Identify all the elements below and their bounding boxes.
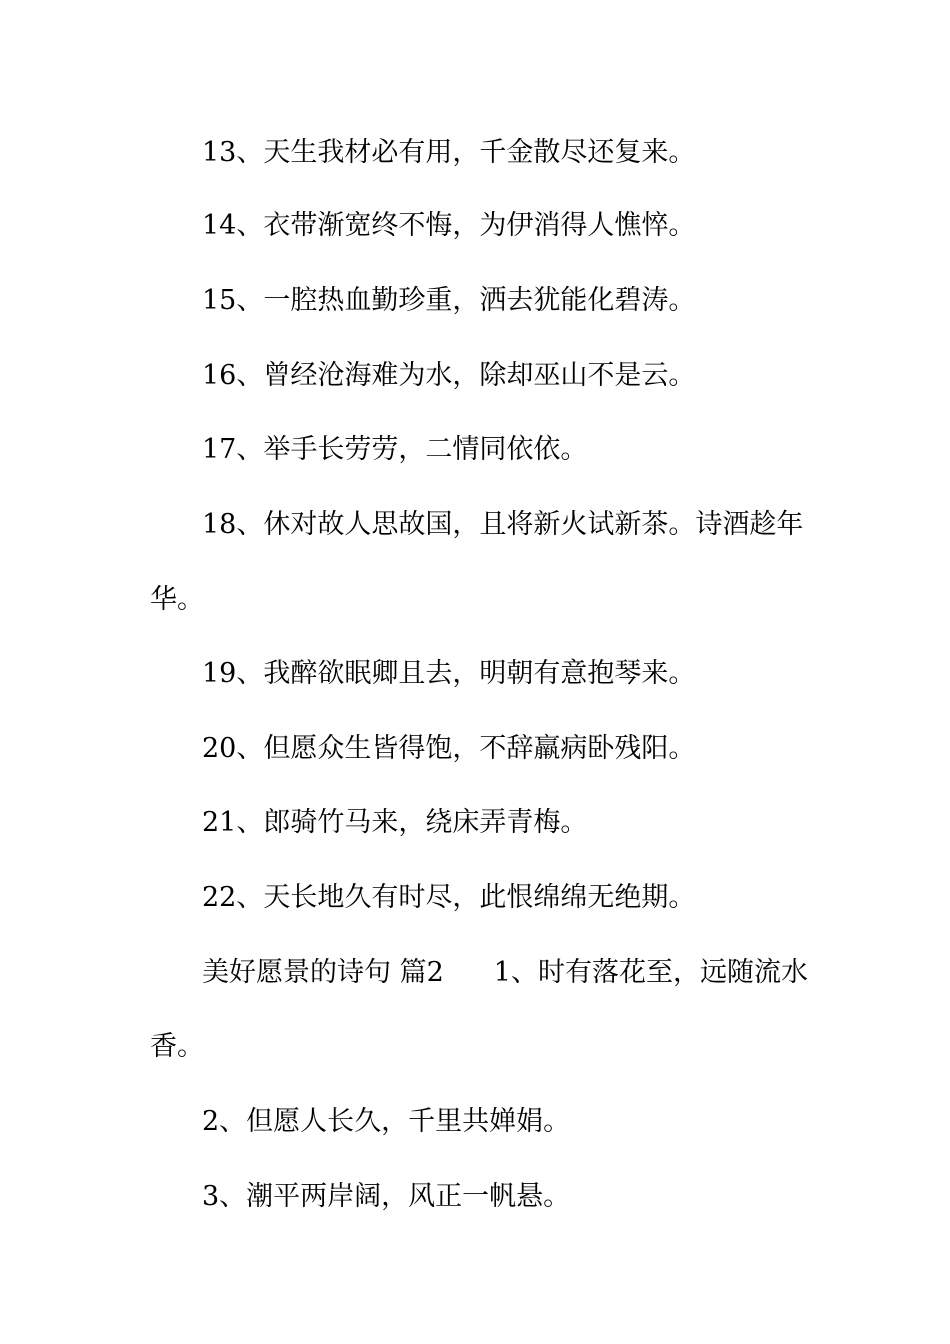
section-poem-line-1-continued: 香。 bbox=[150, 1031, 204, 1062]
poem-line-22: 22、天长地久有时尽，此恨绵绵无绝期。 bbox=[202, 882, 696, 913]
section-poem-line-3: 3、潮平两岸阔，风正一帆悬。 bbox=[202, 1181, 571, 1212]
section-poem-line-1: 1、时有落花至，远随流水 bbox=[493, 957, 808, 988]
poem-line-18: 18、休对故人思故国，且将新火试新茶。诗酒趁年 bbox=[202, 509, 804, 540]
poem-line-20: 20、但愿众生皆得饱，不辞羸病卧残阳。 bbox=[202, 733, 696, 764]
poem-line-17: 17、举手长劳劳，二情同依依。 bbox=[202, 434, 588, 465]
poem-line-14: 14、衣带渐宽终不悔，为伊消得人憔悴。 bbox=[202, 210, 696, 241]
section-poem-line-2: 2、但愿人长久，千里共婵娟。 bbox=[202, 1106, 571, 1137]
section-heading: 美好愿景的诗句 篇2 bbox=[202, 957, 444, 988]
poem-line-16: 16、曾经沧海难为水，除却巫山不是云。 bbox=[202, 360, 696, 391]
poem-line-15: 15、一腔热血勤珍重，洒去犹能化碧涛。 bbox=[202, 285, 696, 316]
poem-line-13: 13、天生我材必有用，千金散尽还复来。 bbox=[202, 137, 696, 168]
poem-line-21: 21、郎骑竹马来，绕床弄青梅。 bbox=[202, 807, 588, 838]
poem-line-18-continued: 华。 bbox=[150, 584, 204, 615]
section-heading-line bbox=[202, 959, 808, 986]
poem-line-19: 19、我醉欲眠卿且去，明朝有意抱琴来。 bbox=[202, 658, 696, 689]
